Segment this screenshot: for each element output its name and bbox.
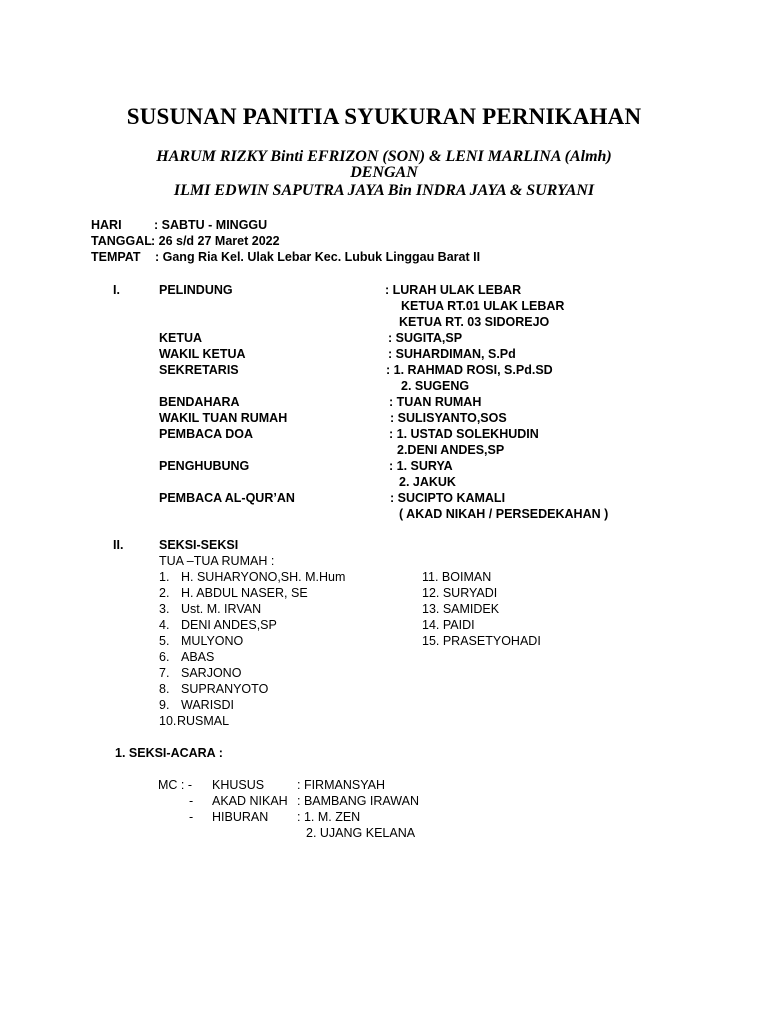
list-number: 2. bbox=[159, 586, 170, 600]
list-item: MULYONO bbox=[181, 634, 244, 648]
committee-role: SEKRETARIS bbox=[159, 363, 239, 377]
committee-role: WAKIL KETUA bbox=[159, 347, 246, 361]
list-item: H. ABDUL NASER, SE bbox=[181, 586, 308, 600]
list-number: 4. bbox=[159, 618, 170, 632]
committee-role: WAKIL TUAN RUMAH bbox=[159, 411, 288, 425]
acara-role: KHUSUS bbox=[212, 778, 265, 792]
committee-member: 2. SUGENG bbox=[401, 379, 470, 393]
committee-role: PEMBACA DOA bbox=[159, 427, 253, 441]
acara-heading: 1. SEKSI-ACARA : bbox=[115, 746, 223, 760]
couple-line-dengan: DENGAN bbox=[350, 164, 418, 181]
list-item: 12. SURYADI bbox=[422, 586, 498, 600]
section-heading: SEKSI-SEKSI bbox=[159, 538, 239, 552]
document-title: SUSUNAN PANITIA SYUKURAN PERNIKAHAN bbox=[126, 104, 642, 129]
list-item: ABAS bbox=[181, 650, 215, 664]
list-number: 3. bbox=[159, 602, 170, 616]
tanggal-label: TANGGAL bbox=[91, 234, 152, 248]
committee-member: ( AKAD NIKAH / PERSEDEKAHAN ) bbox=[399, 507, 609, 521]
tempat-label: TEMPAT bbox=[91, 250, 141, 264]
committee-member: 2. JAKUK bbox=[399, 475, 456, 489]
list-item: Ust. M. IRVAN bbox=[181, 602, 262, 616]
list-item: 13. SAMIDEK bbox=[422, 602, 500, 616]
committee-member: : 1. RAHMAD ROSI, S.Pd.SD bbox=[386, 363, 553, 377]
tanggal-value: : 26 s/d 27 Maret 2022 bbox=[151, 234, 280, 248]
couple-line-bride: HARUM RIZKY Binti EFRIZON (SON) & LENI MARLINA (Almh) bbox=[156, 148, 612, 165]
acara-member: : FIRMANSYAH bbox=[297, 778, 385, 792]
list-item: WARISDI bbox=[181, 698, 235, 712]
list-item: H. SUHARYONO,SH. M.Hum bbox=[181, 570, 346, 584]
hari-value: : SABTU - MINGGU bbox=[154, 218, 268, 232]
tempat-value: : Gang Ria Kel. Ulak Lebar Kec. Lubuk Linggau Barat II bbox=[155, 250, 481, 264]
committee-role: PENGHUBUNG bbox=[159, 459, 250, 473]
committee-member: : SULISYANTO,SOS bbox=[390, 411, 507, 425]
list-number: 5. bbox=[159, 634, 170, 648]
list-number: 9. bbox=[159, 698, 170, 712]
list-item: 15. PRASETYOHADI bbox=[422, 634, 541, 648]
committee-member: : SUCIPTO KAMALI bbox=[390, 491, 506, 505]
committee-member: : 1. USTAD SOLEKHUDIN bbox=[389, 427, 539, 441]
list-number: 8. bbox=[159, 682, 170, 696]
committee-member: KETUA RT. 03 SIDOREJO bbox=[399, 315, 550, 329]
list-item: SUPRANYOTO bbox=[181, 682, 269, 696]
list-number: 6. bbox=[159, 650, 170, 664]
hari-label: HARI bbox=[91, 218, 122, 232]
acara-member: : BAMBANG IRAWAN bbox=[297, 794, 420, 808]
list-dash: - bbox=[189, 794, 194, 808]
tua-rumah-heading: TUA –TUA RUMAH : bbox=[159, 554, 275, 568]
acara-role: HIBURAN bbox=[212, 810, 269, 824]
acara-role: AKAD NIKAH bbox=[212, 794, 288, 808]
mc-label: MC : - bbox=[158, 778, 193, 792]
section-numeral: I. bbox=[113, 283, 120, 297]
list-number: 1. bbox=[159, 570, 170, 584]
committee-member: : LURAH ULAK LEBAR bbox=[385, 283, 522, 297]
list-number: 10. bbox=[159, 714, 177, 728]
committee-member: 2.DENI ANDES,SP bbox=[397, 443, 505, 457]
committee-member: : 1. SURYA bbox=[389, 459, 453, 473]
list-item: 11. BOIMAN bbox=[422, 570, 492, 584]
committee-member: : SUHARDIMAN, S.Pd bbox=[388, 347, 516, 361]
committee-member: KETUA RT.01 ULAK LEBAR bbox=[401, 299, 565, 313]
committee-member: : SUGITA,SP bbox=[388, 331, 463, 345]
list-number: 7. bbox=[159, 666, 170, 680]
committee-role: KETUA bbox=[159, 331, 203, 345]
committee-role: PELINDUNG bbox=[159, 283, 233, 297]
couple-line-groom: ILMI EDWIN SAPUTRA JAYA Bin INDRA JAYA & SURYANI bbox=[173, 182, 595, 199]
list-item: RUSMAL bbox=[177, 714, 230, 728]
list-item: SARJONO bbox=[181, 666, 242, 680]
list-item: 14. PAIDI bbox=[422, 618, 475, 632]
committee-role: BENDAHARA bbox=[159, 395, 240, 409]
acara-member: : 1. M. ZEN bbox=[297, 810, 361, 824]
list-item: DENI ANDES,SP bbox=[181, 618, 277, 632]
section-numeral: II. bbox=[113, 538, 124, 552]
list-dash: - bbox=[189, 810, 194, 824]
committee-role: PEMBACA AL-QUR’AN bbox=[159, 491, 295, 505]
acara-member: 2. UJANG KELANA bbox=[306, 826, 416, 840]
committee-member: : TUAN RUMAH bbox=[389, 395, 482, 409]
